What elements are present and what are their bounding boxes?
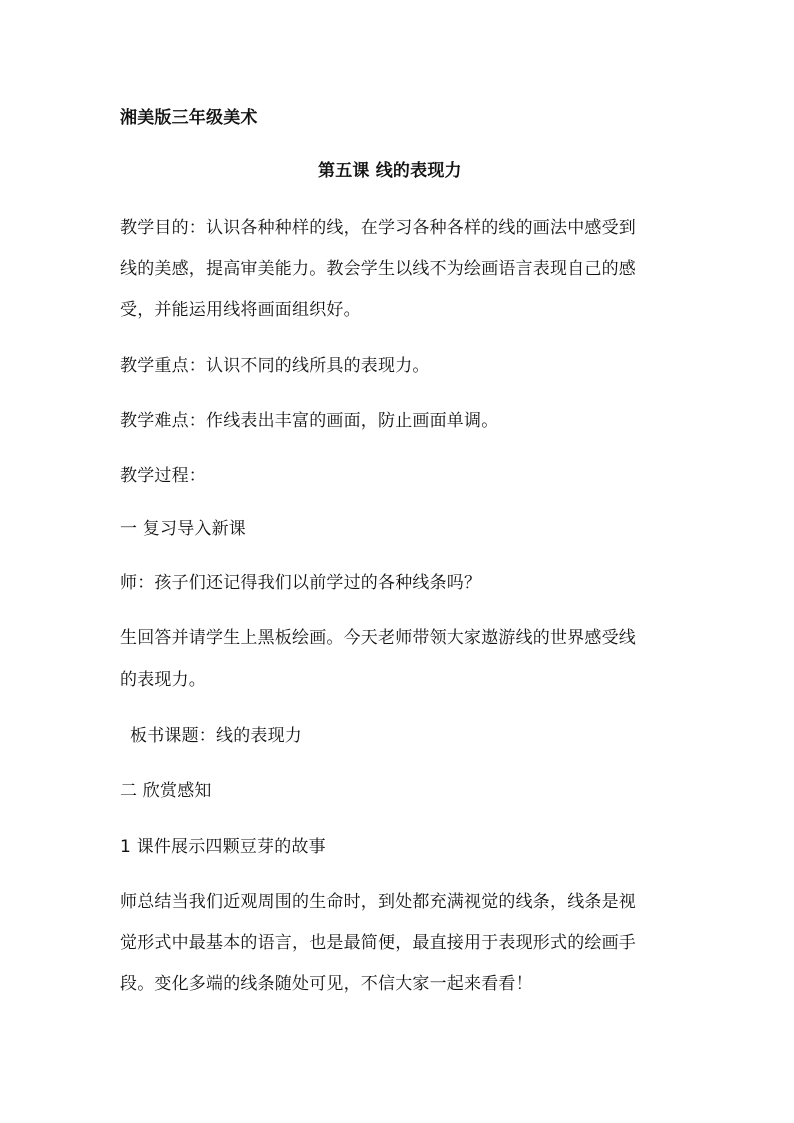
paragraph-line-15: 觉形式中最基本的语言，也是最简便，最直接用于表现形式的绘画手	[120, 933, 636, 953]
paragraph-line-4: 教学重点：认识不同的线所具的表现力。	[120, 356, 430, 376]
paragraph-line-10: 的表现力。	[120, 670, 206, 690]
document-header: 湘美版三年级美术	[120, 108, 258, 128]
paragraph-line-7: 一 复习导入新课	[120, 519, 247, 539]
paragraph-line-13: 1 课件展示四颗豆芽的故事	[120, 837, 326, 857]
paragraph-line-11: 板书课题：线的表现力	[130, 726, 302, 746]
paragraph-line-9: 生回答并请学生上黑板绘画。今天老师带领大家遨游线的世界感受线	[120, 628, 636, 648]
lesson-title: 第五课 线的表现力	[318, 161, 462, 181]
paragraph-line-6: 教学过程：	[120, 466, 206, 486]
paragraph-line-16: 段。变化多端的线条随处可见，不信大家一起来看看！	[120, 974, 533, 994]
paragraph-line-1: 教学目的：认识各种种样的线，在学习各种各样的线的画法中感受到	[120, 218, 636, 238]
paragraph-line-2: 线的美感，提高审美能力。教会学生以线不为绘画语言表现自己的感	[120, 259, 636, 279]
paragraph-line-14: 师总结当我们近观周围的生命时，到处都充满视觉的线条，线条是视	[120, 892, 636, 912]
paragraph-line-5: 教学难点：作线表出丰富的画面，防止画面单调。	[120, 411, 499, 431]
paragraph-line-8: 师：孩子们还记得我们以前学过的各种线条吗？	[120, 573, 482, 593]
paragraph-line-3: 受，并能运用线将画面组织好。	[120, 300, 361, 320]
paragraph-line-12: 二 欣赏感知	[120, 781, 212, 801]
